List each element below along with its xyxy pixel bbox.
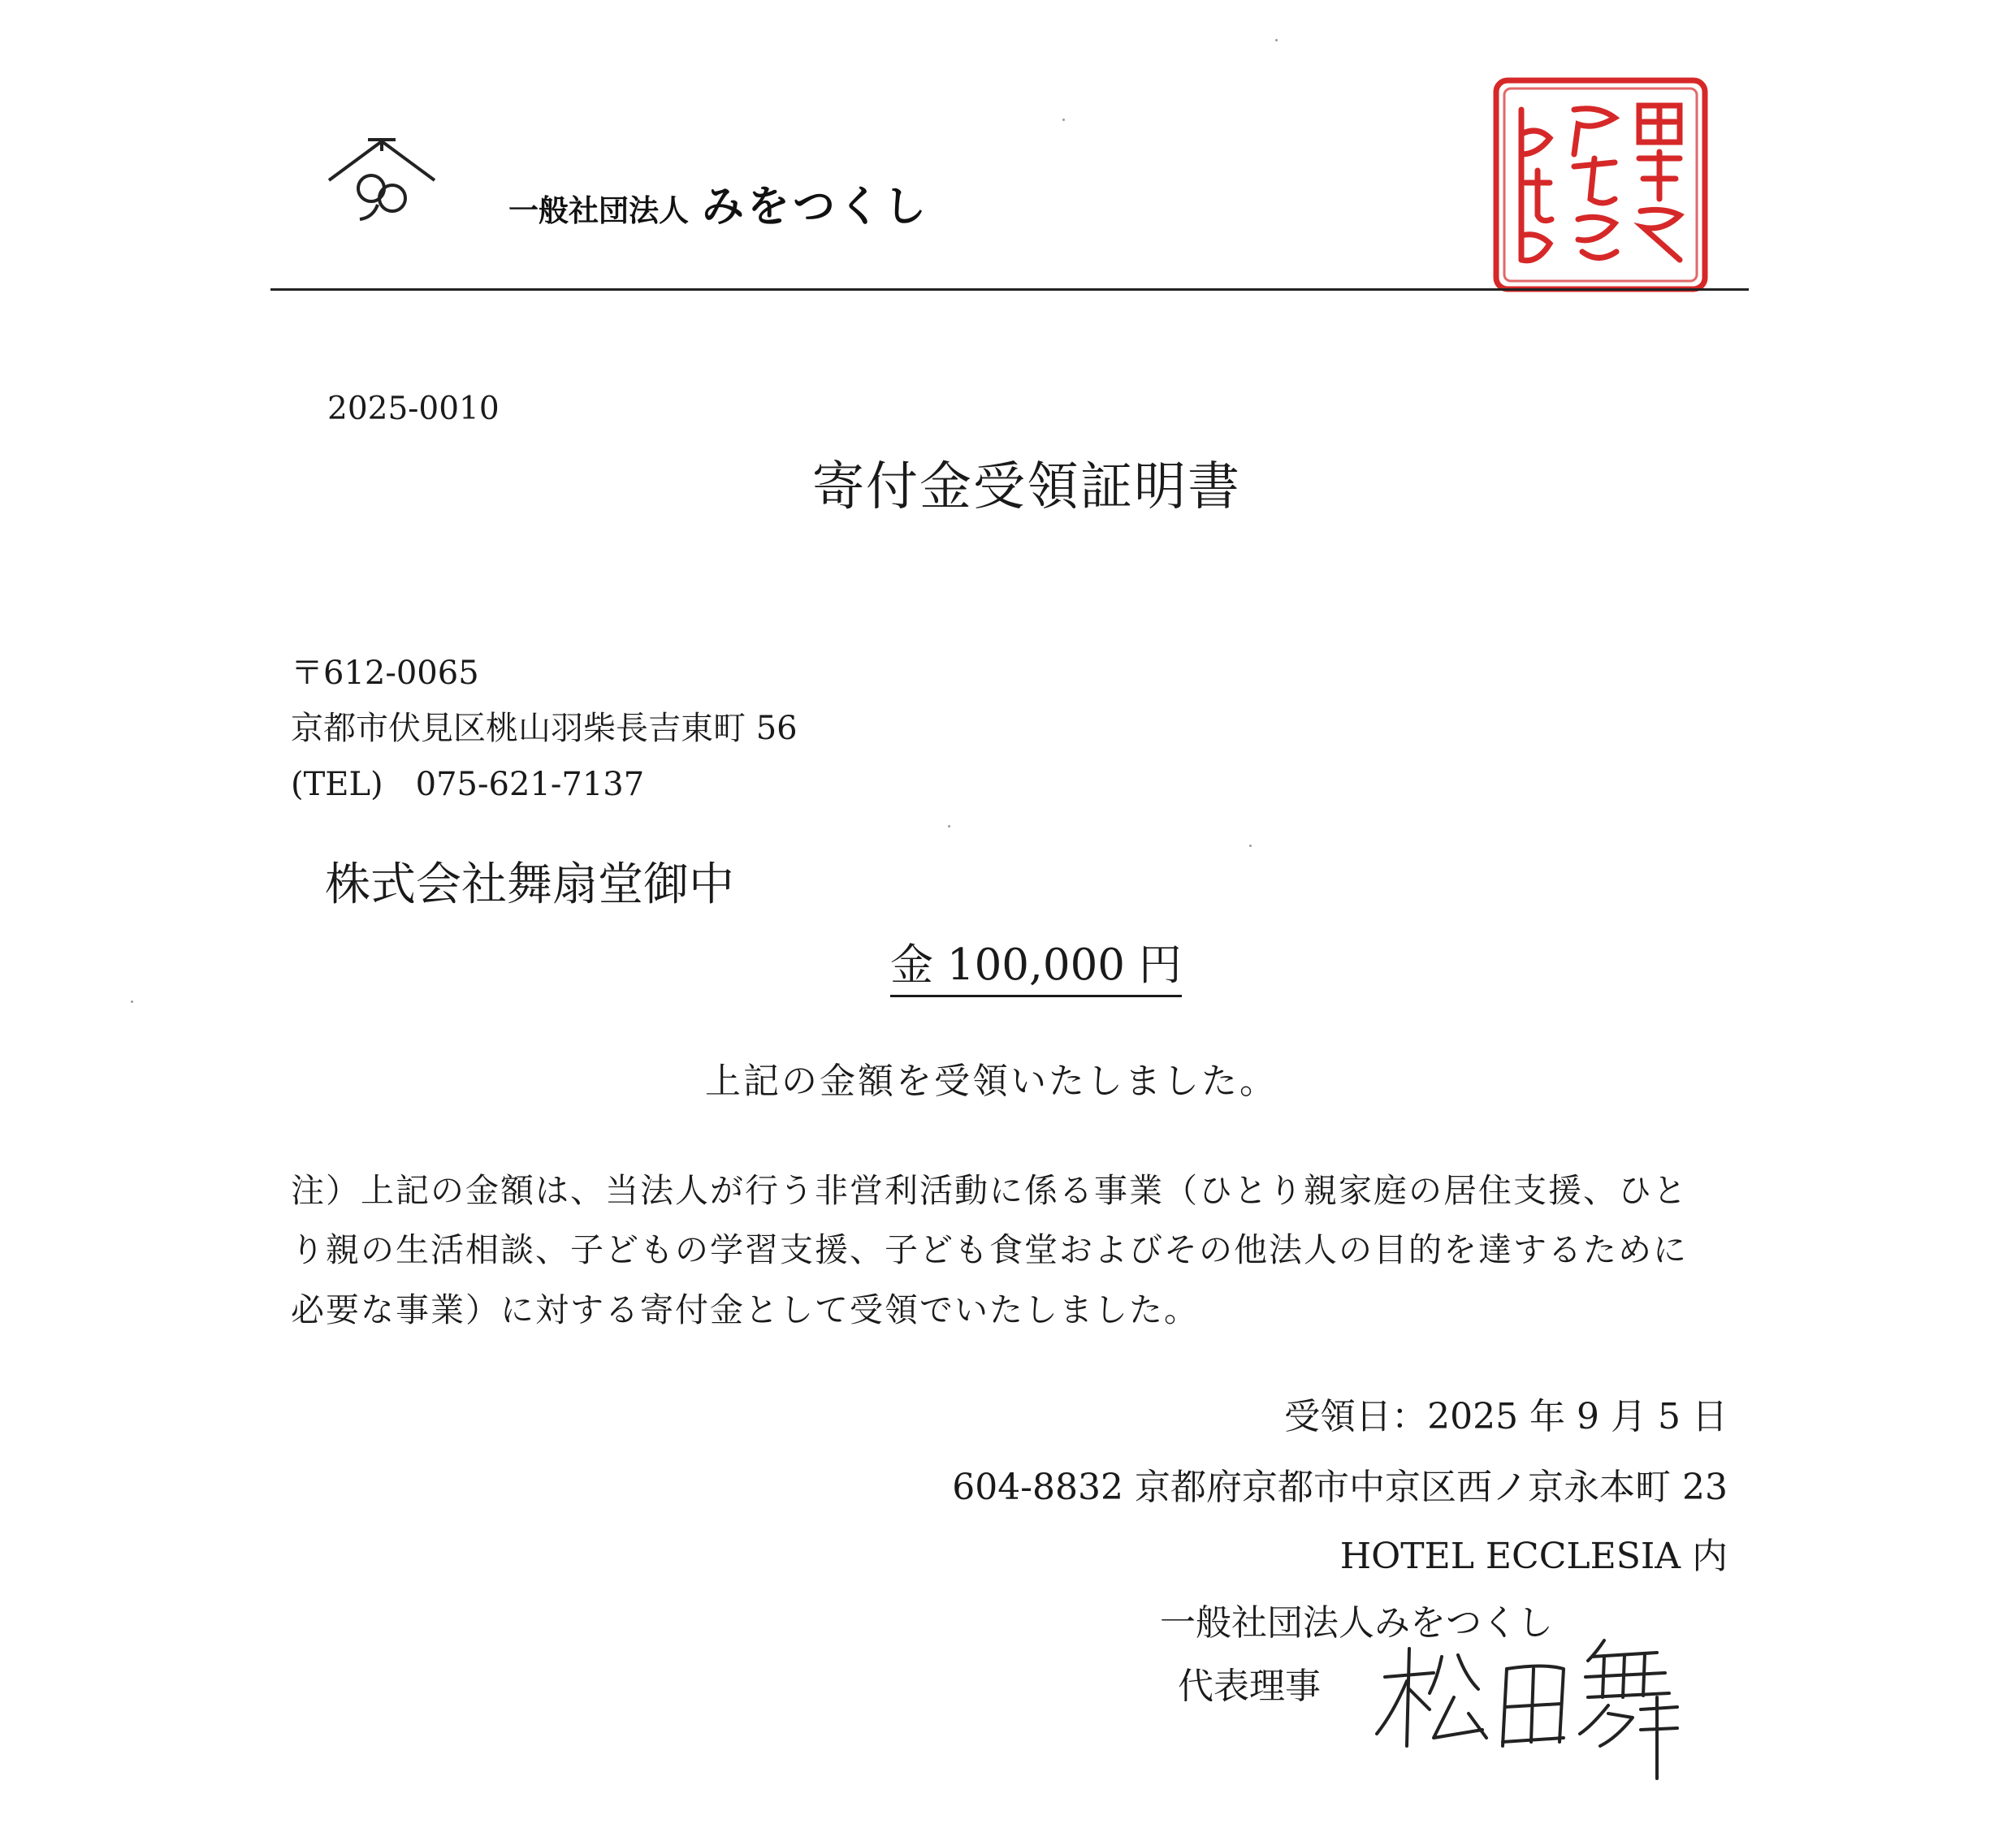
document-title: 寄付金受領証明書 [812,457,1241,517]
org-type: 一般社団法人 [508,193,689,228]
receipt-date: 受領日：2025 年 9 月 5 日 [1284,1396,1728,1437]
org-name: みをつくし [702,183,930,231]
note-line-3: 必要な事業）に対する寄付金として受領でいたしました。 [291,1290,1199,1329]
scan-speck [1249,845,1252,847]
seal-stamp [1493,77,1708,292]
document-number: 2025-0010 [327,391,500,427]
note-line-2: り親の生活相談、子どもの学習支援、子ども食堂およびその他法人の目的を達するために [291,1230,1688,1269]
issuer-address: 604-8832 京都府京都市中京区西ノ京永本町 23 [952,1467,1728,1508]
org-logo [321,130,443,227]
recipient-tel: (TEL) 075-621-7137 [291,766,645,803]
scan-speck [1275,39,1278,41]
scan-speck [1062,119,1065,121]
issuer-hotel: HOTEL ECCLESIA 内 [1339,1536,1728,1577]
header-divider [270,288,1749,291]
handwritten-signature [1373,1632,1689,1783]
representative-title: 代表理事 [1178,1666,1321,1707]
issuer-name: 一般社団法人みをつくし [1160,1602,1553,1644]
recipient-name: 株式会社舞扇堂御中 [325,858,734,911]
received-statement: 上記の金額を受領いたしました。 [705,1061,1278,1102]
scan-speck [131,1000,133,1003]
recipient-postal-code: 〒612-0065 [291,655,479,692]
donation-amount: 金 100,000 円 [890,931,1182,997]
org-header [508,172,929,233]
scan-speck [948,825,950,828]
note-line-1: 注）上記の金額は、当法人が行う非営利活動に係る事業（ひとり親家庭の居住支援、ひと [291,1171,1688,1210]
recipient-address: 京都市伏見区桃山羽柴長吉東町 56 [291,710,798,747]
